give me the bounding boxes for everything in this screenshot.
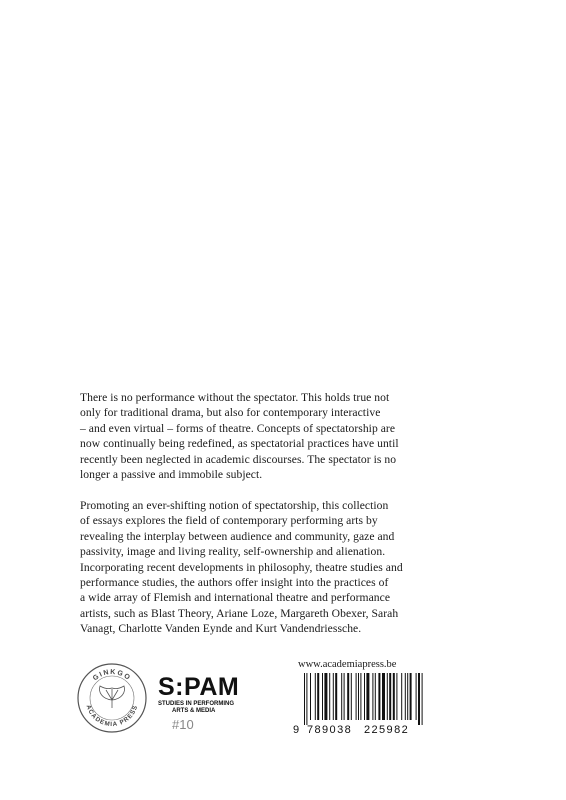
text-line: – and even virtual – forms of theatre. Concepts of spectatorship are <box>80 421 396 435</box>
publisher-url: www.academiapress.be <box>298 659 397 670</box>
barcode-bar <box>333 673 334 720</box>
barcode-bar <box>306 673 307 725</box>
barcode-bar <box>382 673 385 720</box>
text-line: a wide array of Flemish and international theatre and performance <box>80 591 391 605</box>
barcode-bar <box>405 673 406 720</box>
barcode-bar <box>375 673 376 720</box>
blurb-paragraph-2 <box>80 498 500 637</box>
barcode-bar <box>396 673 397 720</box>
text-line: Promoting an ever-shifting notion of spectatorship, this collection <box>80 498 389 512</box>
isbn-lead-digit: 9 <box>293 724 301 736</box>
barcode-bar <box>418 673 420 725</box>
publisher-logo <box>76 662 148 734</box>
series-number: #10 <box>172 717 194 732</box>
series-mark: S:PAM <box>158 673 240 701</box>
text-line: longer a passive and immobile subject. <box>80 468 263 482</box>
barcode-bar <box>344 673 345 720</box>
barcode-bar <box>416 673 417 720</box>
barcode-bar <box>410 673 412 720</box>
barcode-bar <box>315 673 316 720</box>
barcode-icon <box>290 673 428 725</box>
text-line: artists, such as Blast Theory, Ariane Loze, Margareth Obexer, Sarah <box>80 606 399 620</box>
barcode-bar <box>387 673 388 720</box>
barcode-bar <box>356 673 357 720</box>
barcode-bar <box>401 673 402 720</box>
barcode-bar <box>393 673 395 720</box>
ginkgo-leaf-icon <box>100 686 125 708</box>
barcode-bar <box>304 673 305 725</box>
series-logo <box>158 673 240 732</box>
barcode-bar <box>407 673 408 720</box>
text-line: now continually being redefined, as spectatorial practices have until <box>80 437 399 451</box>
barcode-bar <box>322 673 323 720</box>
barcode-bar <box>389 673 391 720</box>
text-line: There is no performance without the spectator. This holds true not <box>80 391 390 404</box>
series-subtitle <box>158 701 238 715</box>
barcode-bar <box>366 673 369 720</box>
text-line: recently been neglected in academic discourses. The spectator is no <box>80 452 397 466</box>
barcode-bar <box>347 673 349 720</box>
ginkgo-seal-icon <box>76 662 148 734</box>
text-line: only for traditional drama, but also for contemporary interactive <box>80 406 381 420</box>
barcode-bar <box>422 673 423 725</box>
series-subtitle-line-1: STUDIES IN PERFORMING <box>158 701 235 707</box>
text-line: of essays explores the field of contemporary performing arts by <box>80 514 378 528</box>
blurb-paragraph-1 <box>80 390 500 482</box>
series-subtitle-line-2: ARTS & MEDIA <box>172 708 216 714</box>
logo-top-text: GINKGO <box>91 668 133 683</box>
text-line: revealing the interplay between audience and community, gaze and <box>80 529 395 543</box>
isbn-group-1: 789038 <box>307 724 353 736</box>
barcode-bar <box>317 673 319 720</box>
barcode-bar <box>378 673 380 720</box>
svg-text:GINKGO <box>92 669 132 683</box>
back-cover-blurb <box>80 390 500 652</box>
text-line: Incorporating recent developments in philosophy, theatre studies and <box>80 560 403 574</box>
text-line: performance studies, the authors offer insight into the practices of <box>80 575 389 589</box>
barcode-bar <box>329 673 330 720</box>
text-line: passivity, image and living reality, self-ownership and alienation. <box>80 545 386 559</box>
barcode-bar <box>341 673 342 720</box>
barcode-bar <box>360 673 361 720</box>
barcode-bar <box>335 673 337 720</box>
barcode-bar <box>358 673 359 720</box>
barcode-bar <box>324 673 327 720</box>
barcode-bar <box>364 673 365 720</box>
logo-bottom-text: ACADEMIA PRESS <box>84 704 140 729</box>
barcode-bar <box>310 673 311 720</box>
text-line: Vanagt, Charlotte Vanden Eynde and Kurt Vandendriessche. <box>80 622 362 636</box>
barcode-bar <box>351 673 352 720</box>
isbn-group-2: 225982 <box>364 724 410 736</box>
isbn-barcode <box>290 673 428 741</box>
barcode-bar <box>372 673 373 720</box>
